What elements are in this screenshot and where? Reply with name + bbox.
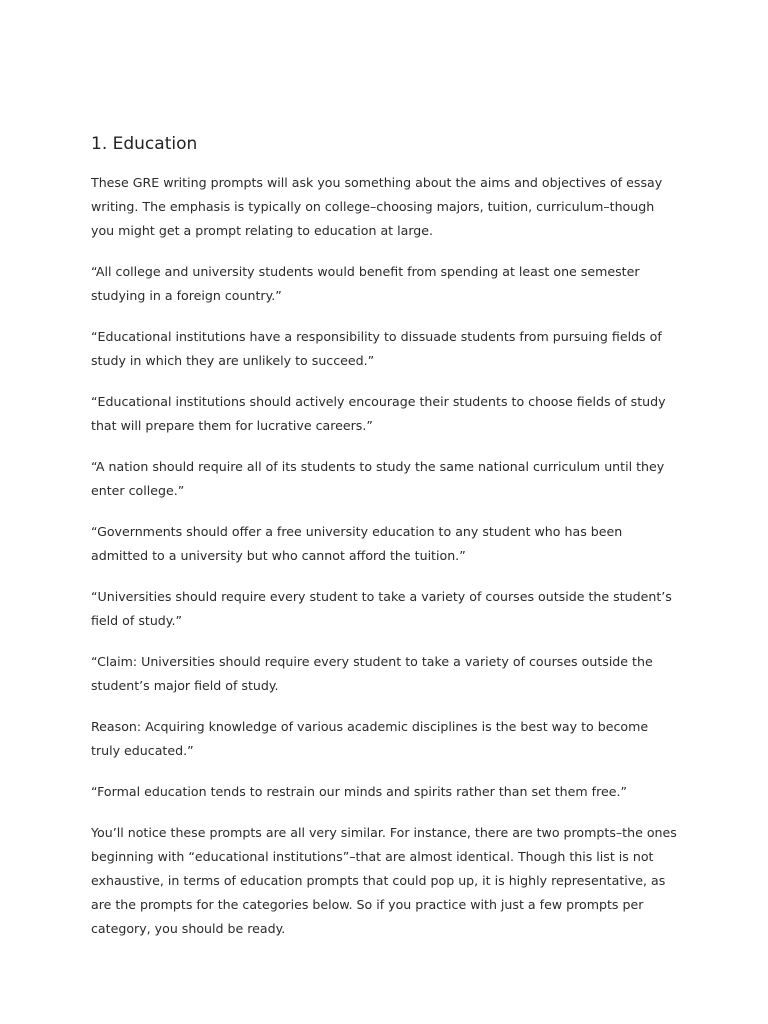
prompt-paragraph: “Governments should offer a free university education to any student who has been admitted to a university but who cannot afford the tuition.” [91,524,623,563]
prompt-paragraph: “Educational institutions should actively encourage their students to choose fields of study that will prepare them for lucrative careers.” [91,394,666,433]
prompt-paragraph: Reason: Acquiring knowledge of various academic disciplines is the best way to become truly educated.” [91,719,649,758]
prompt-paragraph: “All college and university students would benefit from spending at least one semester studying in a foreign country.” [91,264,640,303]
prompt-paragraph: “A nation should require all of its students to study the same national curriculum until they enter college.” [91,459,665,498]
section-heading: 1. Education [91,134,198,154]
prompt-paragraph: “Universities should require every student to take a variety of courses outside the student’s field of study.” [91,589,672,628]
prompt-paragraph: “Claim: Universities should require every student to take a variety of courses outside the student’s major field of study. [91,654,653,693]
prompt-paragraph: “Formal education tends to restrain our minds and spirits rather than set them free.” [91,784,627,799]
intro-paragraph: These GRE writing prompts will ask you something about the aims and objectives of essay writing. The emphasis is typically on college–choosing majors, tuition, curriculum–though you might get a prompt relating to education at large. [91,175,663,238]
prompt-paragraph: “Educational institutions have a responsibility to dissuade students from pursuing fields of study in which they are unlikely to succeed.” [91,329,662,368]
document-page [91,133,681,958]
closing-paragraph: You’ll notice these prompts are all very similar. For instance, there are two prompts–the ones beginning with “educational institutions”–that are almost identical. Though this list is not exhaustive, in terms of education prompts that could pop up, it is highly representative, as are the prompts for the categories below. So if you practice with just a few prompts per category, you should be ready. [91,825,677,936]
